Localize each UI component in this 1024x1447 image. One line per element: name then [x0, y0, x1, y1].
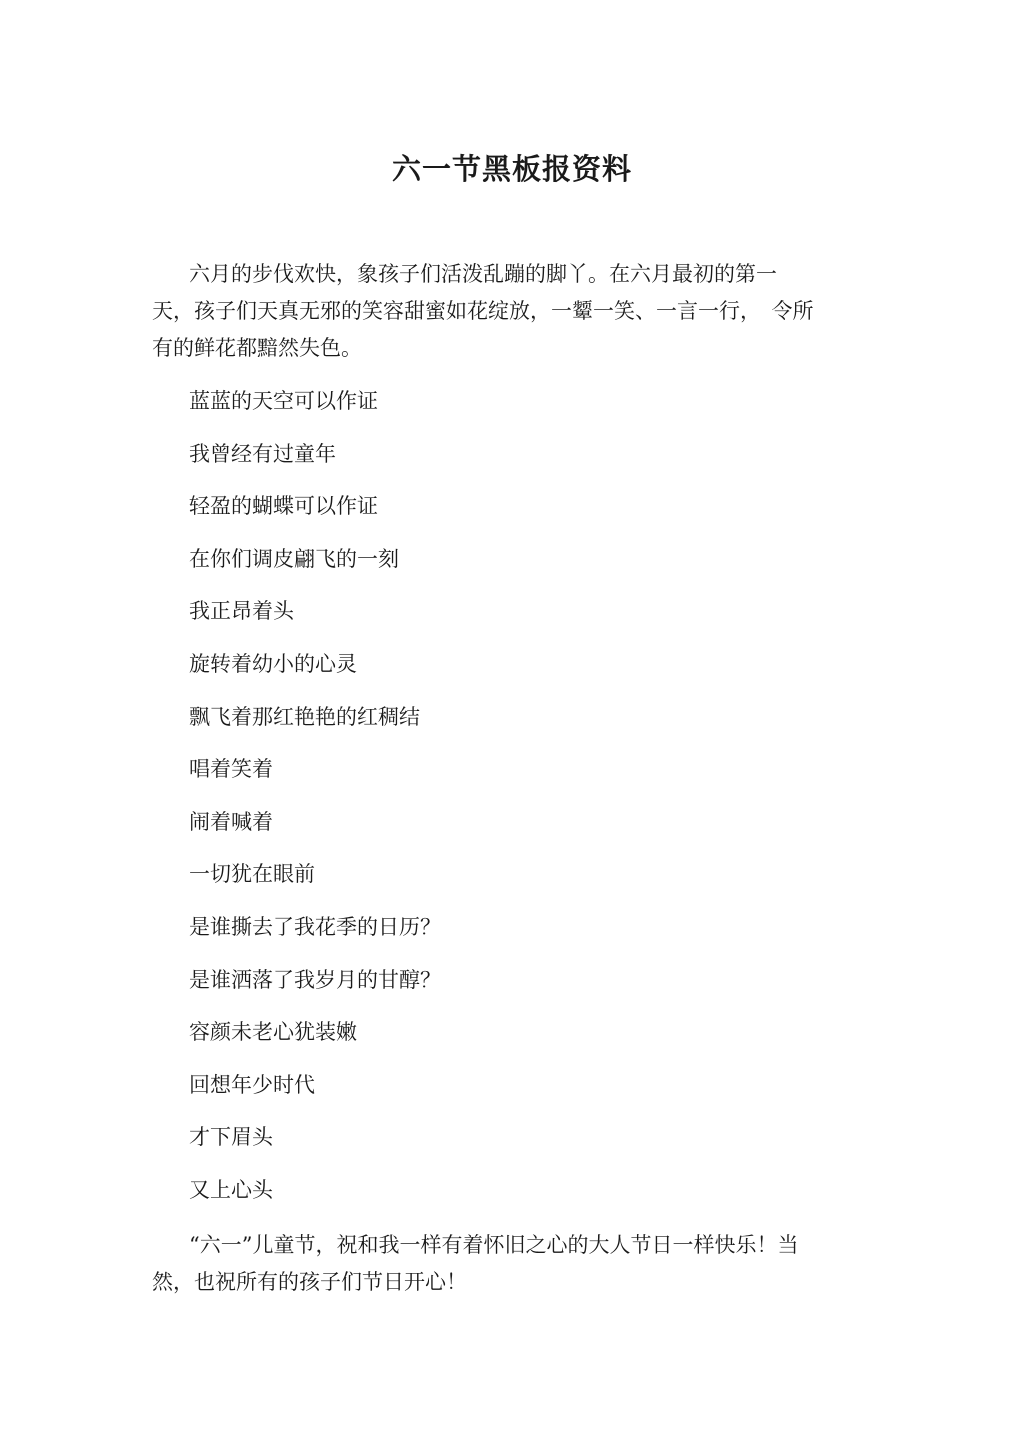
poem-line: 是谁撕去了我花季的日历？ [189, 914, 441, 939]
poem-line: 在你们调皮翩飞的一刻 [189, 546, 399, 571]
poem-line: 飘飞着那红艳艳的红稠结 [189, 704, 420, 729]
page-title: 六一节黑板报资料 [391, 152, 632, 187]
poem-line: 轻盈的蝴蝶可以作证 [189, 494, 378, 519]
poem-line: 唱着笑着 [189, 757, 273, 782]
poem-line: 又上心头 [189, 1177, 273, 1202]
intro-paragraph: 六月的步伐欢快，象孩子们活泼乱蹦的脚丫。在六月最初的第一 天，孩子们天真无邪的笑容甜蜜如花绽放，一颦一笑、一言一行， 令所有的鲜花都黯然失色。 [152, 262, 814, 360]
closing-paragraph: “六一”儿童节，祝和我一样有着怀旧之心的大人节日一样快乐！当然，也祝所有的孩子们节日开心！ [152, 1233, 799, 1294]
poem [189, 383, 441, 1225]
poem-line: 一切犹在眼前 [189, 862, 315, 887]
poem-line: 容颜未老心犹装嫩 [189, 1020, 357, 1045]
poem-line: 回想年少时代 [189, 1072, 315, 1097]
poem-line: 才下眉头 [189, 1125, 273, 1150]
poem-line: 是谁洒落了我岁月的甘醇？ [189, 967, 441, 992]
poem-line: 闹着喊着 [189, 809, 273, 834]
poem-line: 我曾经有过童年 [189, 441, 336, 466]
poem-line: 旋转着幼小的心灵 [189, 651, 357, 676]
poem-line: 蓝蓝的天空可以作证 [189, 389, 378, 413]
poem-line: 我正昂着头 [189, 599, 294, 624]
